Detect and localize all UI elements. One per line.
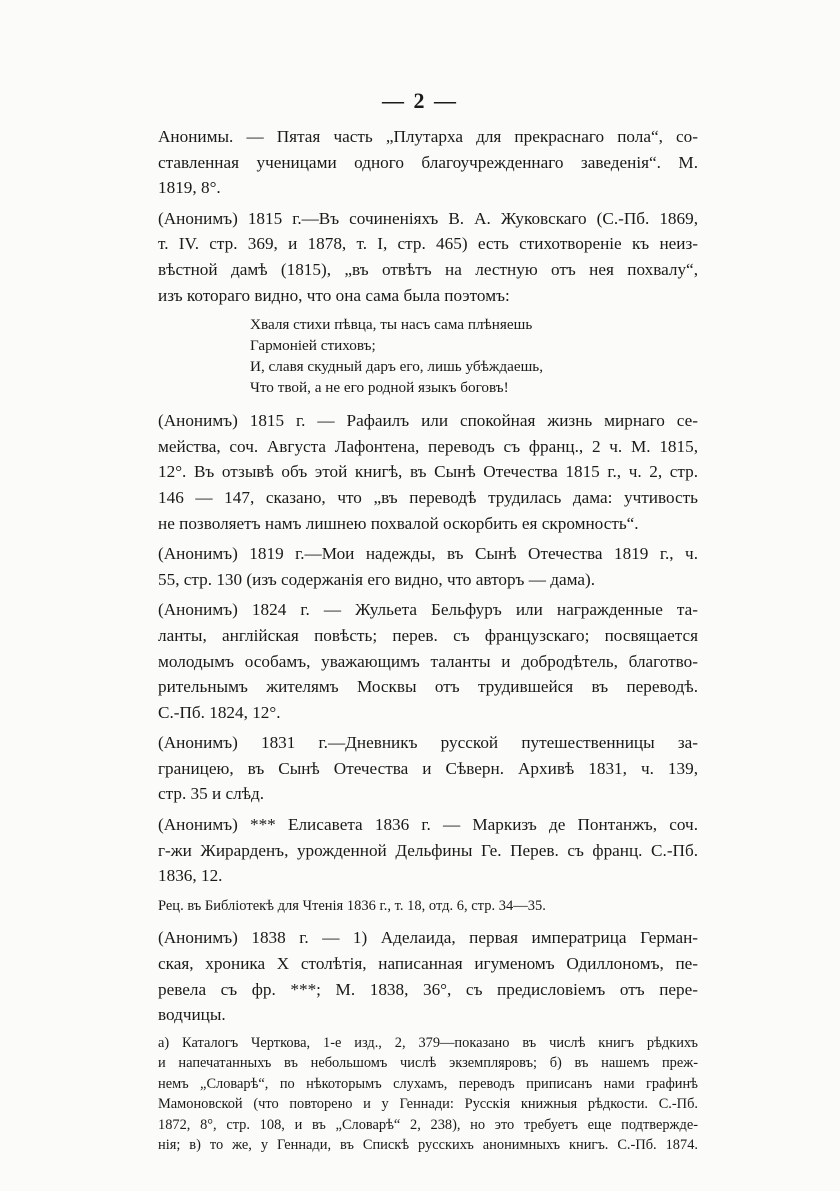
poem (250, 314, 698, 398)
entry-1815-zhukovsky (158, 206, 698, 308)
poem-line: Что твой, а не его родной языкъ боговъ! (250, 379, 509, 397)
entry-1831 (158, 730, 698, 807)
text-line: (Анонимъ) 1824 г. — Жульета Бельфуръ или награжденные та- (158, 600, 698, 620)
text-line: не позволяетъ намъ лишнею похвалой оскорбить ея скромность“. (158, 513, 639, 533)
text-line: т. IV. стр. 369, и 1878, т. I, стр. 465) есть стихотвореніе къ неиз- (158, 234, 698, 254)
text-line: 1819, 8°. (158, 178, 221, 198)
text-line: ланты, англійская повѣсть; перев. съ французскаго; посвящается (158, 625, 698, 645)
text-line: молодымъ особамъ, уважающимъ таланты и добродѣтель, благотво- (158, 651, 698, 671)
text-line: водчицы. (158, 1005, 226, 1025)
text-line: (Анонимъ) 1831 г.—Дневникъ русской путешественницы за- (158, 733, 698, 753)
text-line: Анонимы. — Пятая часть „Плутарха для прекраснаго пола“, со- (158, 127, 698, 146)
entry-1815-rafail (158, 408, 698, 536)
entry-1819 (158, 541, 698, 592)
note-line: 1872, 8°, стр. 108, и въ „Словарѣ“ 2, 238), но это требуетъ еще подтвержде- (158, 1116, 698, 1133)
text-line: (Анонимъ) 1815 г.—Въ сочиненіяхъ В. А. Жуковскаго (С.-Пб. 1869, (158, 208, 698, 228)
text-line: 55, стр. 130 (изъ содержанія его видно, что авторъ — дама). (158, 569, 596, 589)
text-line: мейства, соч. Августа Лафонтена, переводъ съ франц., 2 ч. М. 1815, (158, 436, 698, 456)
entry-1838 (158, 925, 698, 1027)
text-line: ская, хроника X столѣтія, написанная игуменомъ Одиллономъ, пе- (158, 954, 698, 974)
entry-1824 (158, 597, 698, 725)
text-line: стр. 35 и слѣд. (158, 784, 265, 804)
text-line: 146 — 147, сказано, что „въ переводѣ трудилась дама: учтивость (158, 487, 698, 507)
text-line: вѣстной дамѣ (1815), „въ отвѣтъ на лестную отъ нея похвалу“, (158, 259, 698, 279)
text-line: (Анонимъ) *** Елисавета 1836 г. — Маркизъ де Понтанжъ, соч. (158, 815, 698, 835)
entry-anonymy (158, 124, 698, 201)
note-line: Мамоновской (что повторено и у Геннади: Русскія книжныя рѣдкости. С.-Пб. (158, 1096, 698, 1113)
text-line: (Анонимъ) 1838 г. — 1) Аделаида, первая императрица Герман- (158, 928, 698, 948)
text-line: 12°. Въ отзывѣ объ этой книгѣ, въ Сынѣ Отечества 1815 г., ч. 2, стр. (158, 462, 698, 482)
poem-line: Гармоніей стиховъ; (250, 337, 376, 355)
text-line: ставленная ученицами одного благоучрежденнаго заведенія“. М. (158, 152, 698, 172)
page-number: — 2 — (382, 88, 458, 113)
review-note: Рец. въ Библіотекѣ для Чтенія 1836 г., т. 18, отд. 6, стр. 34—35. (158, 897, 546, 914)
text-line: изъ котораго видно, что она сама была поэтомъ: (158, 285, 510, 305)
text-line: (Анонимъ) 1815 г. — Рафаилъ или спокойная жизнь мирнаго се- (158, 411, 698, 431)
text-line: 1836, 12. (158, 866, 223, 886)
footnotes (158, 1033, 698, 1156)
note-line: нія; в) то же, у Геннади, въ Спискѣ русскихъ анонимныхъ книгъ. С.-Пб. 1874. (158, 1137, 698, 1154)
note-line: и напечатанныхъ въ небольшомъ числѣ экземпляровъ; б) въ нашемъ преж- (158, 1055, 698, 1072)
main-text (158, 124, 698, 1156)
text-line: г-жи Жирарденъ, урожденной Дельфины Ге. Перев. съ франц. С.-Пб. (158, 840, 698, 860)
text-line: С.-Пб. 1824, 12°. (158, 702, 281, 722)
text-line: ревела съ фр. ***; М. 1838, 36°, съ предисловіемъ отъ пере- (158, 979, 698, 999)
text-line: (Анонимъ) 1819 г.—Мои надежды, въ Сынѣ Отечества 1819 г., ч. (158, 544, 698, 564)
text-line: границею, въ Сынѣ Отечества и Сѣверн. Архивѣ 1831, ч. 139, (158, 758, 698, 778)
note-line: немъ „Словарѣ“, по нѣкоторымъ слухамъ, переводъ приписанъ нами графинѣ (158, 1075, 698, 1092)
text-line: рительнымъ жителямъ Москвы отъ трудившейся въ переводѣ. (158, 677, 698, 697)
poem-line: Хваля стихи пѣвца, ты насъ сама плѣняешь (250, 316, 533, 334)
note-line: а) Каталогъ Черткова, 1-е изд., 2, 379—показано въ числѣ книгъ рѣдкихъ (158, 1034, 698, 1051)
entry-1836 (158, 812, 698, 889)
poem-line: И, славя скудный даръ его, лишь убѣждаешь, (250, 358, 544, 376)
